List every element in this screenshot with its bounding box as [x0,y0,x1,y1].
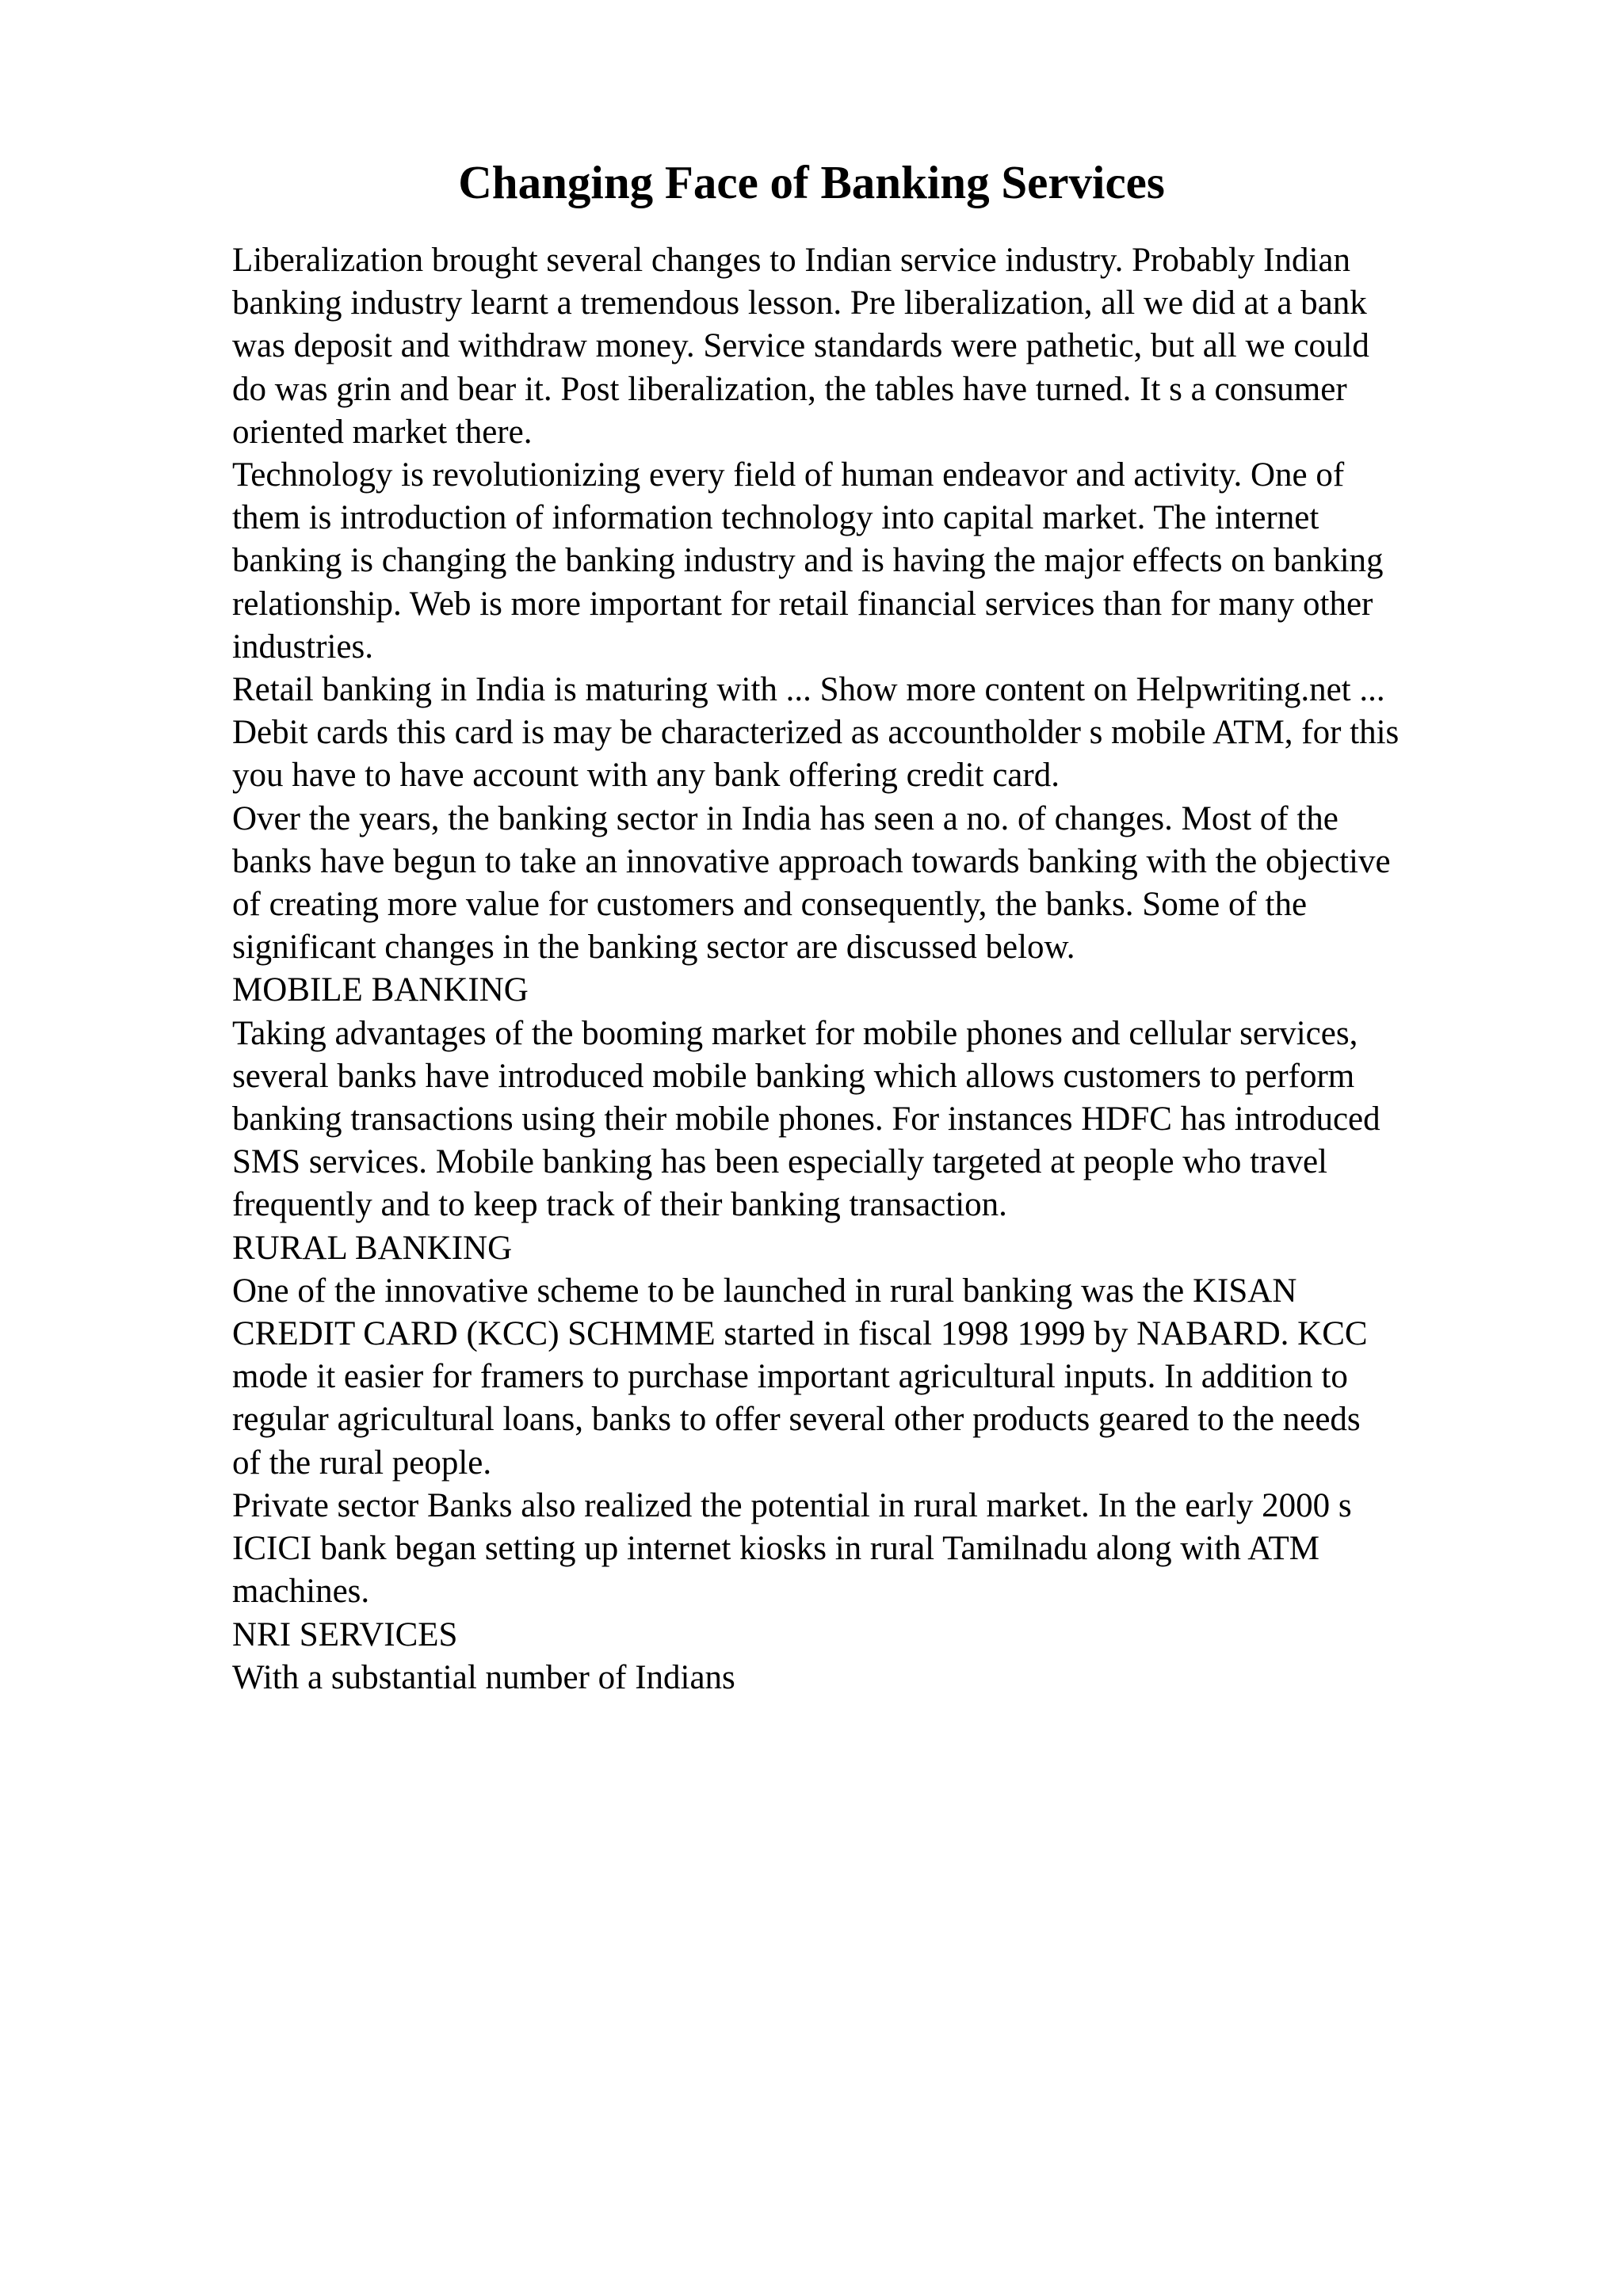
text-line: mode it easier for framers to purchase important agricultural inputs. In addition to [232,1358,1348,1396]
text-line: of creating more value for customers and consequently, the banks. Some of the [232,886,1308,924]
text-line: Debit cards this card is may be characterized as accountholder s mobile ATM, for this [232,714,1400,752]
text-line: Taking advantages of the booming market for mobile phones and cellular services, [232,1014,1358,1052]
text-line: of the rural people. [232,1444,492,1482]
document-body [232,239,1516,1699]
text-line: SMS services. Mobile banking has been especially targeted at people who travel [232,1143,1327,1181]
section-heading-mobile-banking: MOBILE BANKING [232,971,529,1009]
section-heading-nri-services: NRI SERVICES [232,1615,458,1653]
text-line: banking transactions using their mobile phones. For instances HDFC has introduced [232,1100,1381,1138]
text-line: several banks have introduced mobile banking which allows customers to perform [232,1057,1355,1095]
text-line: oriented market there. [232,413,533,451]
text-line: them is introduction of information technology into capital market. The internet [232,499,1319,537]
text-line: banking is changing the banking industry and is having the major effects on banking [232,542,1384,580]
section-heading-rural-banking: RURAL BANKING [232,1229,513,1267]
document-title: Changing Face of Banking Services [458,156,1165,208]
text-line: was deposit and withdraw money. Service standards were pathetic, but all we could [232,327,1369,365]
text-line: Over the years, the banking sector in India has seen a no. of changes. Most of the [232,799,1338,837]
text-line: One of the innovative scheme to be launched in rural banking was the KISAN [232,1272,1297,1310]
text-line: With a substantial number of Indians [232,1658,735,1696]
text-line: Technology is revolutionizing every field of human endeavor and activity. One of [232,456,1345,494]
text-line: do was grin and bear it. Post liberalization, the tables have turned. It s a consumer [232,370,1347,408]
text-line: banks have begun to take an innovative approach towards banking with the objective [232,842,1391,880]
text-line: machines. [232,1573,370,1611]
text-line: you have to have account with any bank offering credit card. [232,757,1060,795]
text-line: frequently and to keep track of their banking transaction. [232,1186,1007,1224]
text-line: Private sector Banks also realized the potential in rural market. In the early 2000 s [232,1486,1352,1524]
text-line: ICICI bank began setting up internet kiosks in rural Tamilnadu along with ATM [232,1530,1319,1568]
text-line: relationship. Web is more important for retail financial services than for many other [232,585,1373,623]
text-line: CREDIT CARD (KCC) SCHMME started in fiscal 1998 1999 by NABARD. KCC [232,1315,1368,1353]
text-line: Retail banking in India is maturing with ... Show more content on Helpwriting.net ... [232,671,1385,709]
text-line: regular agricultural loans, banks to offer several other products geared to the needs [232,1401,1361,1439]
text-line: banking industry learnt a tremendous lesson. Pre liberalization, all we did at a bank [232,284,1367,322]
text-line: significant changes in the banking sector are discussed below. [232,929,1075,967]
text-line: industries. [232,627,373,666]
text-line: Liberalization brought several changes to Indian service industry. Probably Indian [232,242,1351,279]
